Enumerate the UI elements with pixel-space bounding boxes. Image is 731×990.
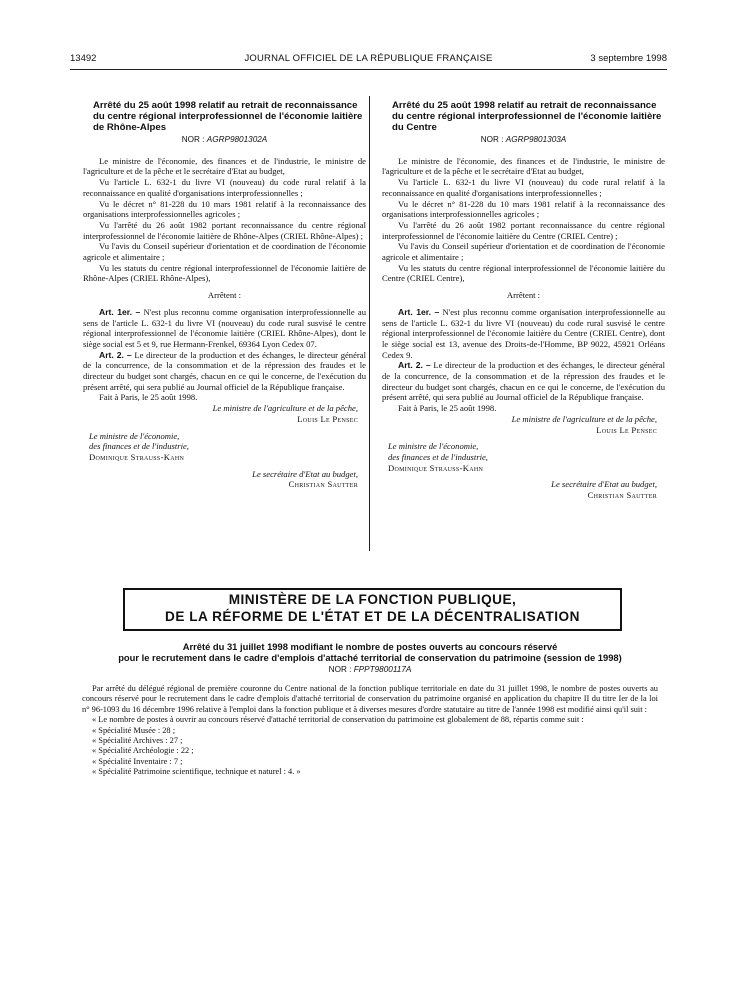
column-divider bbox=[369, 96, 370, 551]
article-1: Art. 1er. – N'est plus reconnu comme organisation interprofessionnelle au sens de l'article L. 632-1 du livre VI (nouveau) du code rural susvisé le centre régional interprofessionnel de l'économie laitière (CRIEL Rhône-Alpes), dont le siège social est 5 et 9, rue Hermann-Frenkel, 69364 Lyon Cedex 07. bbox=[83, 306, 366, 349]
arrete3-intro: Par arrêté du délégué régional de première couronne du Centre national de la fonction publique territoriale en date du 31 juillet 1998, le nombre de postes ouverts au concours réservé pour le recrutement dans le cadre d'emplois d'attaché territorial de conservation du patrimoine organisé en application du chapitre II du titre Ier de la loi n° 96-1093 du 16 décembre 1996 relative à l'emploi dans la fonction publique et à diverses mesures d'ordre statutaire au titre de l'année 1998 est modifié ainsi qu'il suit : bbox=[82, 684, 658, 714]
speciality-list bbox=[82, 726, 658, 778]
arrete-right-title: Arrêté du 25 août 1998 relatif au retrait de reconnaissance du centre régional interprofessionnel de l'économie laitière du Centre bbox=[392, 100, 662, 133]
arrete-fonction-publique bbox=[82, 641, 658, 778]
signature-role: Le ministre de l'agriculture et de la pêche, bbox=[511, 413, 657, 424]
signature-role: des finances et de l'industrie, bbox=[89, 441, 189, 452]
arrete-right-column bbox=[382, 100, 665, 501]
considerant: Le ministre de l'économie, des finances et de l'industrie, le ministre de l'agriculture et de la pêche et le secrétaire d'Etat au budget, bbox=[83, 155, 366, 177]
list-item: « Spécialité Inventaire : 7 ; bbox=[92, 756, 183, 766]
considerant: Vu l'arrêté du 26 août 1982 portant reconnaissance du centre régional interprofessionnel de l'économie laitière de Rhône-Alpes (CRIEL Rhône-Alpes) ; bbox=[83, 219, 366, 241]
signature-name: Dominique Strauss-Kahn bbox=[89, 451, 185, 462]
signature-role: Le ministre de l'économie, bbox=[388, 441, 479, 452]
list-item: « Spécialité Musée : 28 ; bbox=[92, 725, 176, 735]
nor-code: FPPT9800117A bbox=[353, 665, 412, 674]
signature-role: des finances et de l'industrie, bbox=[388, 451, 488, 462]
ministry-heading bbox=[123, 588, 622, 631]
article-1: Art. 1er. – N'est plus reconnu comme organisation interprofessionnelle au sens de l'article L. 632-1 du livre VI (nouveau) du code rural susvisé le centre régional interprofessionnel de l'économie laitière du Centre (CRIEL Centre), dont le siège social est 13, avenue des Droits-de-l'Homme, BP 9022, 45921 Orléans Cedex 9. bbox=[382, 306, 665, 360]
considerant: Le ministre de l'économie, des finances et de l'industrie, le ministre de l'agriculture et de la pêche et le secrétaire d'Etat au budget, bbox=[382, 155, 665, 177]
nor-code: AGRP9801302A bbox=[206, 135, 268, 144]
list-item: « Spécialité Patrimoine scientifique, technique et naturel : 4. » bbox=[92, 767, 301, 777]
ministry-line-1: MINISTÈRE DE LA FONCTION PUBLIQUE, bbox=[228, 592, 517, 607]
arretent: Arrêtent : bbox=[207, 290, 242, 301]
fait-a-paris: Fait à Paris, le 25 août 1998. bbox=[398, 403, 497, 414]
article-2: Art. 2. – Le directeur de la production et des échanges, le directeur général de la concurrence, de la consommation et de la répression des fraudes et le directeur du budget sont chargés, chacun en ce qui le concerne, de l'exécution du présent arrêté, qui sera publié au Journal officiel de la République française. bbox=[83, 349, 366, 392]
arrete-right-nor: NOR : AGRP9801303A bbox=[480, 135, 567, 144]
considerant: Vu le décret n° 81-228 du 10 mars 1981 relatif à la reconnaissance des organisations interprofessionnelles agricoles ; bbox=[382, 198, 665, 220]
nor-code: AGRP9801303A bbox=[505, 135, 567, 144]
arrete3-nor: NOR : FPPT9800117A bbox=[328, 665, 412, 674]
arretent: Arrêtent : bbox=[506, 290, 541, 301]
fait-a-paris: Fait à Paris, le 25 août 1998. bbox=[99, 392, 198, 403]
signature-role: Le secrétaire d'Etat au budget, bbox=[252, 468, 358, 479]
signature-name: Louis Le Pensec bbox=[596, 424, 657, 435]
signature-role: Le ministre de l'économie, bbox=[89, 430, 180, 441]
signature-name: Louis Le Pensec bbox=[297, 413, 358, 424]
considerant: Vu l'arrêté du 26 août 1982 portant reconnaissance du centre régional interprofessionnel de l'économie laitière du Centre (CRIEL Centre) ; bbox=[382, 219, 665, 241]
considerant: Vu l'article L. 632-1 du livre VI (nouveau) du code rural relatif à la reconnaissance en qualité d'organisations interprofessionnelles ; bbox=[83, 177, 366, 198]
considerant: Vu les statuts du centre régional interprofessionnel de l'économie laitière de Rhône-Alpes (CRIEL Rhône-Alpes), bbox=[83, 262, 366, 284]
arrete3-quote: « Le nombre de postes à ouvrir au concours réservé d'attaché territorial de conservation du patrimoine est globalement de 88, répartis comme suit : bbox=[92, 715, 584, 725]
considerant: Vu l'avis du Conseil supérieur d'orientation et de coordination de l'économie agricole et alimentaire ; bbox=[83, 241, 366, 263]
page-number: 13492 bbox=[70, 53, 97, 64]
ministry-line-2: DE LA RÉFORME DE L'ÉTAT ET DE LA DÉCENTRALISATION bbox=[165, 609, 580, 624]
considerant: Vu le décret n° 81-228 du 10 mars 1981 relatif à la reconnaissance des organisations interprofessionnelles agricoles ; bbox=[83, 198, 366, 220]
considerant: Vu l'avis du Conseil supérieur d'orientation et de coordination de l'économie agricole et alimentaire ; bbox=[382, 241, 665, 263]
arrete-left-nor: NOR : AGRP9801302A bbox=[181, 135, 268, 144]
considerant: Vu l'article L. 632-1 du livre VI (nouveau) du code rural relatif à la reconnaissance en qualité d'organisations interprofessionnelles ; bbox=[382, 177, 665, 198]
journal-title: JOURNAL OFFICIEL DE LA RÉPUBLIQUE FRANÇAISE bbox=[244, 53, 493, 64]
signature-role: Le secrétaire d'Etat au budget, bbox=[551, 479, 657, 490]
arrete3-title: Arrêté du 31 juillet 1998 modifiant le nombre de postes ouverts au concours réservé pour le recrutement dans le cadre d'emplois d'attaché territorial de conservation du patrimoine (session de 1998) bbox=[118, 641, 622, 663]
arrete-left-title: Arrêté du 25 août 1998 relatif au retrait de reconnaissance du centre régional interprofessionnel de l'économie laitière de Rhône-Alpes bbox=[93, 100, 363, 133]
considerant: Vu les statuts du centre régional interprofessionnel de l'économie laitière du Centre (CRIEL Centre), bbox=[382, 262, 665, 284]
publication-date: 3 septembre 1998 bbox=[590, 53, 667, 64]
article-2: Art. 2. – Le directeur de la production et des échanges, le directeur général de la concurrence, de la consommation et de la répression des fraudes et le directeur du budget sont chargés, chacun en ce qui le concerne, de l'exécution du présent arrêté, qui sera publié au Journal officiel de la République française. bbox=[382, 360, 665, 403]
arrete-left-column bbox=[83, 100, 366, 490]
list-item: « Spécialité Archéologie : 22 ; bbox=[92, 746, 194, 756]
signature-name: Dominique Strauss-Kahn bbox=[388, 462, 484, 473]
page-header bbox=[70, 53, 667, 67]
list-item: « Spécialité Archives : 27 ; bbox=[92, 736, 183, 746]
header-rule bbox=[70, 69, 667, 70]
signature-name: Christian Sautter bbox=[587, 490, 657, 501]
signature-role: Le ministre de l'agriculture et de la pêche, bbox=[212, 403, 358, 414]
signature-name: Christian Sautter bbox=[288, 479, 358, 490]
